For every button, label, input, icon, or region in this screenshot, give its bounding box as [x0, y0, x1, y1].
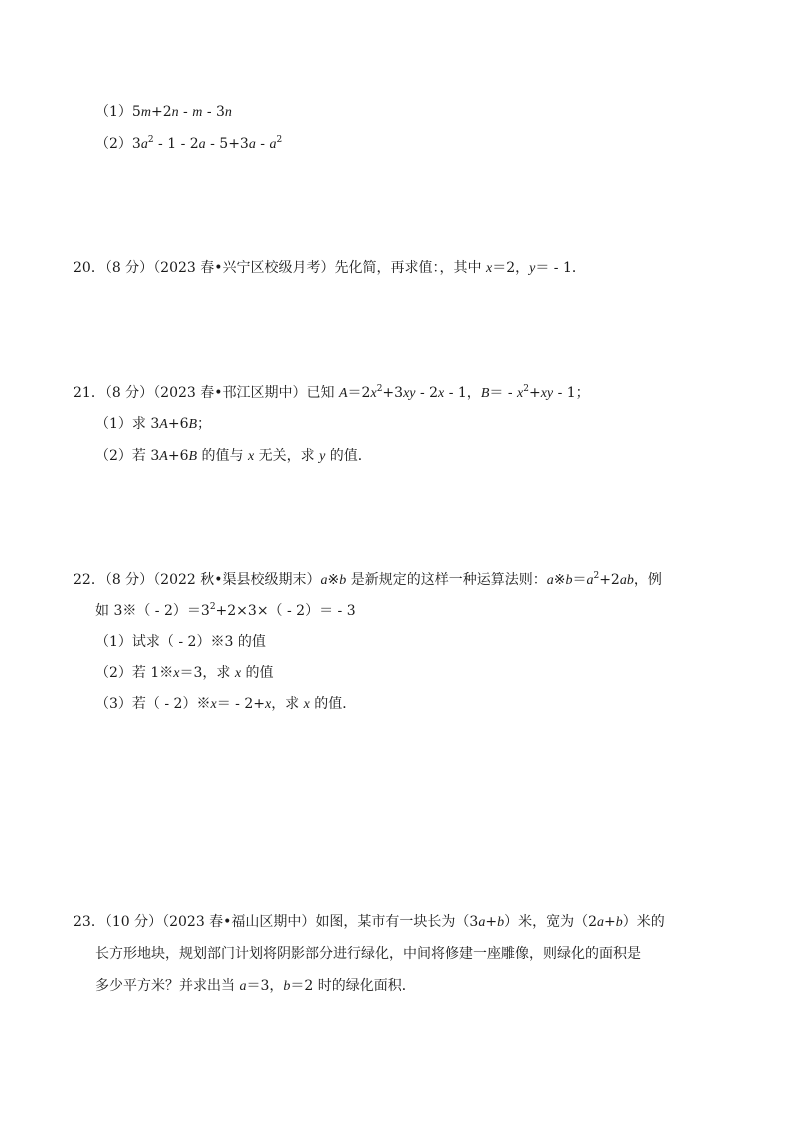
q23-line3 — [95, 976, 416, 997]
text: 如 3※（ - 2）＝3 — [95, 603, 210, 619]
var: A — [159, 449, 168, 464]
text: 试求（ - 2）※3 的值 — [131, 634, 266, 650]
var: b — [615, 915, 623, 930]
text: + — [485, 914, 498, 930]
text: 若 3 — [131, 448, 160, 464]
q22-line2 — [95, 601, 356, 621]
text: +6 — [167, 416, 189, 432]
text: ； — [197, 416, 212, 432]
question-source: （2023 春•兴宁区校级月考） — [153, 260, 335, 276]
var: y — [319, 449, 326, 464]
q22-part1 — [95, 632, 266, 652]
text: 已知 — [306, 385, 339, 401]
var: n — [224, 105, 232, 120]
var: a — [198, 137, 206, 152]
text: - — [255, 136, 270, 152]
text: 多少平方米？并求出当 — [95, 978, 240, 994]
question-score: （8 分） — [104, 572, 154, 588]
var: a — [320, 573, 328, 588]
var: x — [485, 261, 493, 276]
q21-part1 — [95, 414, 211, 435]
text: 求 3 — [131, 416, 160, 432]
text: 先化简，再求值：，其中 — [334, 260, 486, 276]
var: A — [338, 386, 348, 401]
question-number: 21． — [73, 385, 105, 401]
var: x — [173, 666, 180, 681]
question-source: （2023 春•邗江区期中） — [153, 385, 307, 401]
question-score: （8 分） — [104, 385, 154, 401]
text: 3 — [131, 136, 141, 152]
question-number: 20． — [73, 260, 105, 276]
q22-part3 — [95, 694, 356, 715]
text: - 2 — [415, 385, 439, 401]
text: +2 — [150, 104, 172, 120]
text: 若 1※ — [131, 665, 174, 681]
text: - 1， — [444, 385, 481, 401]
var: a — [269, 137, 277, 152]
text: +2 — [599, 572, 620, 588]
text: +2×3×（ - 2）＝ - 3 — [215, 603, 356, 619]
exponent: 2 — [593, 571, 600, 581]
var: xy — [540, 386, 554, 401]
text: + — [604, 914, 616, 930]
var: a — [140, 137, 148, 152]
part-label: （1） — [95, 104, 132, 120]
text: ＝3， — [246, 978, 284, 994]
q23-line2 — [95, 944, 641, 964]
question-23 — [73, 912, 665, 933]
question-20 — [73, 258, 586, 279]
var: B — [480, 386, 490, 401]
var: A — [159, 417, 168, 432]
text: - 1； — [553, 385, 590, 401]
question-22 — [73, 570, 662, 591]
var: b — [497, 915, 505, 930]
var: xy — [403, 386, 416, 401]
question-number: 22． — [73, 572, 105, 588]
text: ＝3，求 — [179, 665, 235, 681]
text: 是新规定的这样一种运算法则： — [346, 572, 547, 588]
var: y — [529, 261, 536, 276]
var: x — [438, 386, 445, 401]
var: n — [171, 105, 179, 120]
question-score: （8 分） — [104, 260, 154, 276]
text: 如图，某市有一块长为（3 — [315, 914, 479, 930]
text: ）米，宽为（2 — [504, 914, 598, 930]
var: b — [565, 573, 573, 588]
exponent: 2 — [209, 602, 216, 612]
var: a — [597, 915, 605, 930]
part-label: （2） — [95, 136, 132, 152]
text: ＝ — [572, 572, 587, 588]
text: ，求 — [271, 696, 304, 712]
var: x — [303, 697, 310, 712]
var: x — [264, 697, 272, 712]
q19-part2 — [95, 134, 282, 155]
text: 的值与 — [197, 448, 248, 464]
q22-part2 — [95, 663, 274, 684]
text: +3 — [382, 385, 404, 401]
var: a — [546, 573, 554, 588]
exponent: 2 — [147, 135, 154, 145]
text: ＝ - — [489, 385, 518, 401]
var: b — [283, 979, 291, 994]
operator: ※ — [553, 572, 566, 588]
text: ）米的 — [622, 914, 665, 930]
q19-part1 — [95, 102, 232, 123]
text: 无关，求 — [254, 448, 320, 464]
text: - 5+3 — [205, 136, 249, 152]
part-label: （1） — [95, 634, 132, 650]
text: ＝2， — [492, 260, 530, 276]
var: a — [586, 573, 594, 588]
question-number: 23． — [73, 914, 105, 930]
text: ，例 — [633, 572, 662, 588]
text: - 3 — [202, 104, 225, 120]
var: x — [517, 386, 524, 401]
text: 若（ - 2）※ — [131, 696, 211, 712]
exponent: 2 — [276, 135, 283, 145]
part-label: （3） — [95, 696, 132, 712]
text: 长方形地块，规划部门计划将阴影部分进行绿化，中间将修建一座雕像，则绿化的面积是 — [95, 946, 641, 962]
q21-part2 — [95, 446, 372, 467]
text: ＝ - 1． — [535, 260, 586, 276]
var: a — [478, 915, 486, 930]
question-21 — [73, 383, 590, 404]
var: a — [248, 137, 256, 152]
operator: ※ — [327, 572, 340, 588]
exponent: 2 — [376, 384, 383, 394]
part-label: （2） — [95, 448, 132, 464]
text: ＝ - 2+ — [216, 696, 265, 712]
question-source: （2022 秋•渠县校级期末） — [153, 572, 321, 588]
text: 的值． — [309, 696, 357, 712]
var: m — [192, 105, 203, 120]
text: + — [528, 385, 541, 401]
text: 的值 — [241, 665, 274, 681]
text: ＝2 时的绿化面积． — [290, 978, 416, 994]
var: x — [210, 697, 217, 712]
var: x — [370, 386, 377, 401]
question-source: （2023 春•福山区期中） — [162, 914, 316, 930]
part-label: （2） — [95, 665, 132, 681]
exponent: 2 — [523, 384, 529, 394]
question-score: （10 分） — [104, 914, 163, 930]
var: b — [339, 573, 347, 588]
var: m — [140, 105, 151, 120]
text: 5 — [131, 104, 141, 120]
part-label: （1） — [95, 416, 132, 432]
var: x — [247, 449, 255, 464]
text: ＝2 — [347, 385, 371, 401]
var: a — [239, 979, 247, 994]
text: - 1 - 2 — [153, 136, 199, 152]
var: B — [188, 449, 198, 464]
text: +6 — [167, 448, 189, 464]
var: B — [188, 417, 198, 432]
var: ab — [619, 573, 634, 588]
text: 的值． — [325, 448, 372, 464]
var: x — [234, 666, 242, 681]
text: - — [178, 104, 193, 120]
